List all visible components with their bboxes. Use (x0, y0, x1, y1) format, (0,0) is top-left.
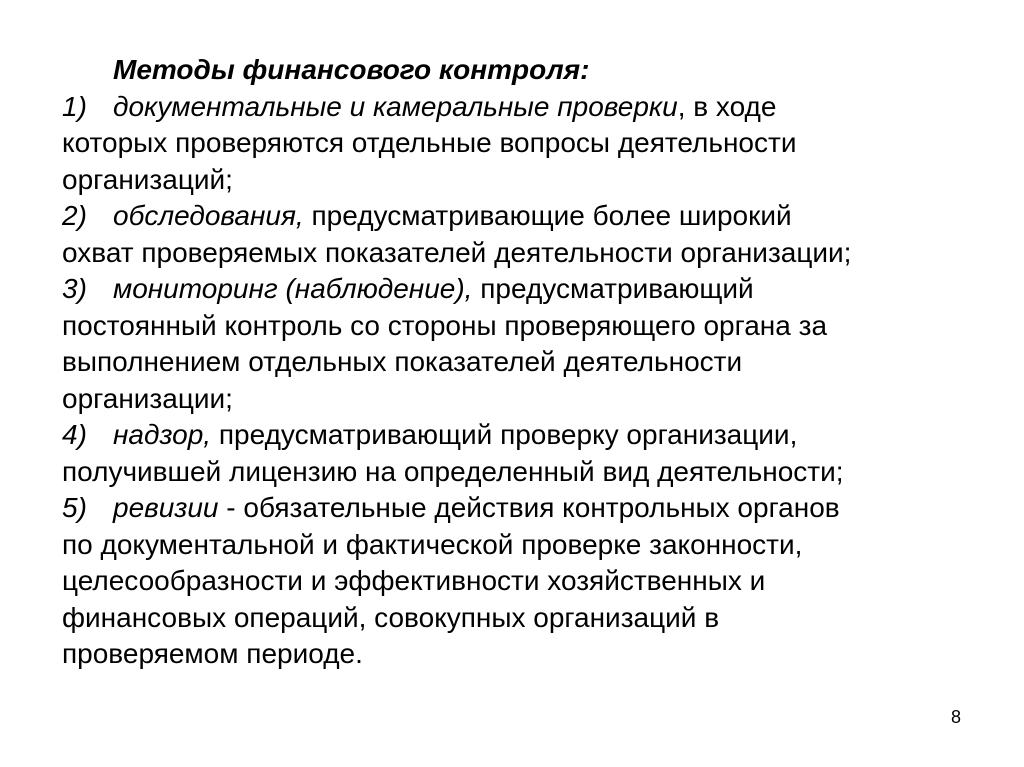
item-line: которых проверяются отдельные вопросы деятельности (62, 127, 797, 158)
item-term: надзор, (113, 419, 212, 450)
list-item (62, 417, 992, 490)
item-line: выполнением отдельных показателей деятельности (62, 346, 743, 377)
item-first-line (62, 89, 992, 126)
slide-content (62, 52, 992, 673)
list-item (62, 198, 992, 271)
item-text: - обязательные действия контрольных органов (218, 492, 840, 523)
page-number: 8 (951, 707, 962, 727)
item-term: ревизии (113, 492, 219, 523)
item-line: организации; (62, 382, 233, 414)
item-line: целесообразности и эффективности хозяйственных и (62, 565, 766, 596)
item-text: предусматривающие более широкий (303, 200, 792, 231)
item-line: проверяемом периоде. (62, 638, 363, 669)
item-number: 3) (62, 273, 87, 304)
list-item (62, 490, 992, 673)
item-line: постоянный контроль со стороны проверяющего органа за (62, 309, 828, 341)
item-line: получившей лицензию на определенный вид деятельности; (62, 455, 844, 487)
item-line: организаций; (62, 163, 233, 195)
item-text: предусматривающий (472, 273, 754, 304)
item-term: документальные и камеральные проверки (113, 90, 678, 122)
item-term: мониторинг (наблюдение), (113, 273, 473, 304)
item-first-line (62, 490, 992, 527)
item-first-line (62, 417, 992, 454)
item-line: по документальной и фактической проверке законности, (62, 528, 803, 560)
item-number: 4) (62, 419, 87, 450)
item-line: охват проверяемых показателей деятельности организации; (62, 236, 852, 268)
item-first-line (62, 198, 992, 235)
item-number: 2) (62, 200, 87, 231)
item-text: предусматривающий проверку организации, (211, 419, 798, 450)
slide-title: Методы финансового контроля: (113, 54, 590, 85)
item-number: 5) (62, 492, 87, 523)
list-item (62, 271, 992, 417)
list-item (62, 89, 992, 199)
item-first-line (62, 271, 992, 308)
item-term: обследования, (113, 200, 304, 231)
item-line: финансовых операций, совокупных организаций в (62, 601, 720, 633)
item-number: 1) (62, 90, 87, 122)
item-text: , в ходе (677, 90, 777, 122)
